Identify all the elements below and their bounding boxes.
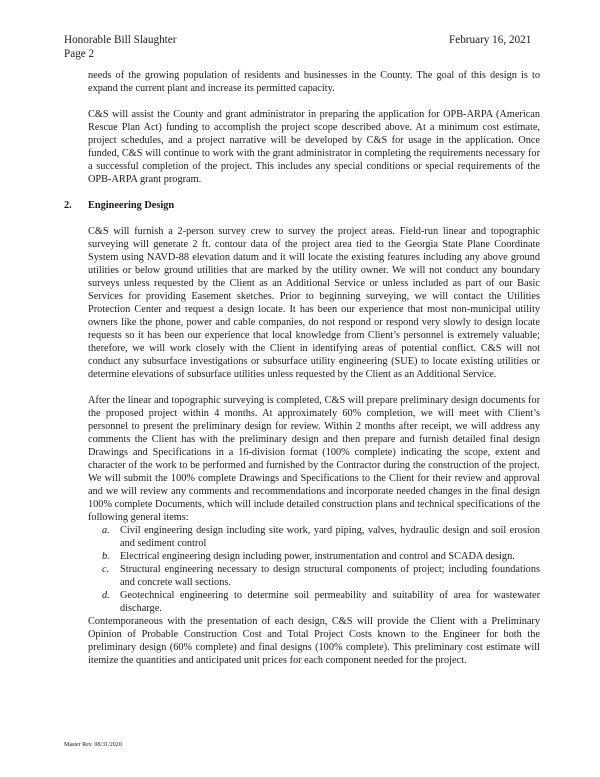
list-item-marker: d. — [102, 590, 110, 601]
list-item — [88, 524, 540, 550]
letter-date: February 16, 2021 — [449, 34, 532, 46]
section-number: 2. — [64, 200, 72, 211]
paragraph-cost-estimate: Contemporaneous with the presentation of each design, C&S will provide the Client with a Preliminary Opinion of Probable Construction Cost and Total Project Costs known to the Engineer for both the preliminary design (60% complete) and final designs (100% complete). This preliminary cost estimate will itemize the quantities and anticipated unit prices for each component needed for the project. — [88, 616, 540, 666]
letter-header-left — [64, 33, 176, 61]
footer-revision: Master Rev. 08/31/2020 — [64, 742, 122, 748]
list-item — [88, 589, 540, 615]
recipient-name: Honorable Bill Slaughter — [64, 34, 177, 46]
list-item-text: Geotechnical engineering to determine soil permeability and suitability of area for wastewater discharge. — [120, 590, 540, 614]
paragraph-continuation: needs of the growing population of residents and businesses in the County. The goal of this design is to expand the current plant and increase its permitted capacity. — [88, 70, 540, 94]
list-item-marker: c. — [102, 564, 110, 575]
paragraph-grant-assistance: C&S will assist the County and grant administrator in preparing the application for OPB-ARPA (American Rescue Plan Act) funding to accomplish the project scope described above. At a minimum cost estimate, project schedules, and a project narrative will be developed by C&S for usage in the application. Once funded, C&S will continue to work with the grant administrator in completing the requirements necessary for a successful completion of the project. This includes any special conditions or special requirements of the OPB-ARPA grant program. — [88, 109, 540, 185]
list-item-text: Civil engineering design including site work, yard piping, valves, hydraulic design and soil erosion and sediment control — [120, 525, 540, 549]
list-item-marker: a. — [102, 525, 110, 536]
page-number: Page 2 — [64, 48, 95, 60]
list-item — [88, 563, 540, 589]
list-item — [88, 550, 540, 563]
list-item-text: Structural engineering necessary to design structural components of project; including foundations and concrete wall sections. — [120, 564, 540, 588]
paragraph-survey: C&S will furnish a 2-person survey crew to survey the project areas. Field-run linear and topographic surveying will generate 2 ft. contour data of the project area tied to the Georgia State Plane Coordinate System using NAVD-88 elevation datum and it will locate the existing features including any above ground utilities or below ground utilities that are marked by the utility owner. We will not conduct any boundary surveys unless requested by the Client as an Additional Service or unless included as part of our Basic Services for providing Easement sketches. Prior to beginning surveying, we will contact the Utilities Protection Center and request a design locate. It has been our experience that most non-municipal utility owners like the phone, power and cable companies, do not respond or respond very slowly to design locate requests so it has been our experience that local knowledge from Client’s personnel is extremely valuable; therefore, we will work closely with the Client in identifying areas of potential conflict. C&S will not conduct any subsurface investigations or subsurface utility engineering (SUE) to locate existing utilities or determine elevations of subsurface utilities unless requested by the Client as an Additional Service. — [88, 226, 540, 380]
design-items-list — [88, 524, 540, 615]
section-heading — [64, 199, 540, 212]
list-item-marker: b. — [102, 551, 110, 562]
paragraph-design-documents: After the linear and topographic surveying is completed, C&S will prepare preliminary design documents for the proposed project within 4 months. At approximately 60% completion, we will meet with Client’s personnel to present the preliminary design for review. Within 2 months after receipt, we will address any comments the Client has with the preliminary design and then prepare and furnish detailed final design Drawings and Specifications in a 16-division format (100% complete) indicating the scope, extent and character of the work to be performed and furnished by the Contractor during the construction of the project. We will submit the 100% complete Drawings and Specifications to the Client for their review and approval and we will review any comments and recommendations and incorporate needed changes in the final design 100% complete Documents, which will include detailed construction plans and technical specifications of the following general items: — [88, 395, 540, 523]
letter-body — [64, 69, 540, 667]
section-title: Engineering Design — [88, 200, 175, 211]
list-item-text: Electrical engineering design including power, instrumentation and control and SCADA design. — [120, 551, 515, 562]
